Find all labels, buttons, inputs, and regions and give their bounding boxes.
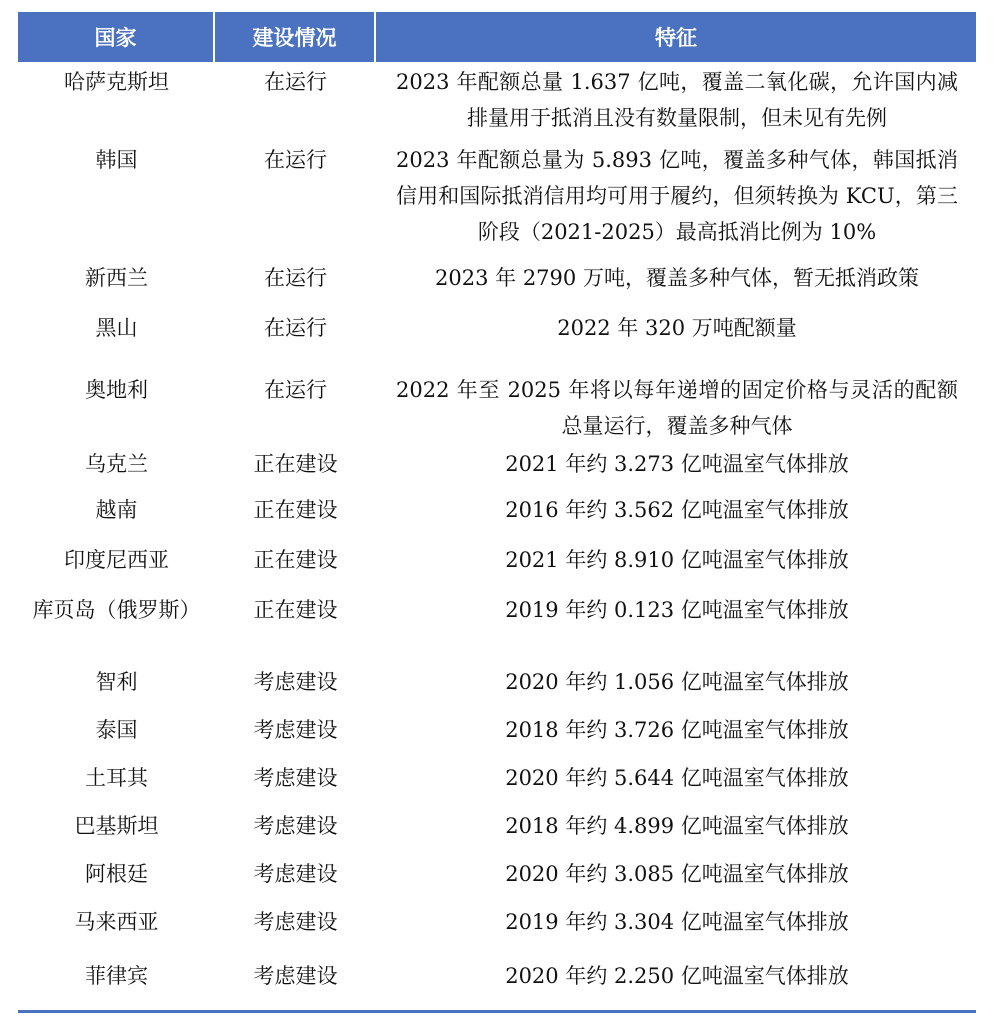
table-row <box>18 956 976 1002</box>
country-cell: 韩国 <box>95 148 138 172</box>
table-bottom-rule <box>18 1010 976 1013</box>
table-row <box>18 308 976 364</box>
status-cell: 考虑建设 <box>253 718 338 742</box>
status-cell: 在运行 <box>264 70 327 94</box>
table-row <box>18 62 976 140</box>
table-row <box>18 258 976 308</box>
country-cell: 土耳其 <box>85 766 148 790</box>
features-cell: 2020 年约 1.056 亿吨温室气体排放 <box>505 670 849 694</box>
features-cell: 2020 年约 3.085 亿吨温室气体排放 <box>505 862 849 886</box>
table-row <box>18 662 976 710</box>
features-cell: 2016 年约 3.562 亿吨温室气体排放 <box>505 498 849 522</box>
features-cell: 2020 年约 2.250 亿吨温室气体排放 <box>505 964 849 988</box>
status-cell: 考虑建设 <box>253 814 338 838</box>
status-cell: 在运行 <box>264 148 327 172</box>
status-cell: 在运行 <box>264 316 327 340</box>
features-cell: 2022 年 320 万吨配额量 <box>557 316 797 340</box>
table-header <box>18 12 976 62</box>
status-cell: 在运行 <box>264 378 327 402</box>
table-row <box>18 710 976 758</box>
status-cell: 考虑建设 <box>253 862 338 886</box>
country-cell: 智利 <box>95 670 138 694</box>
table-row <box>18 806 976 854</box>
ets-table <box>18 12 976 1002</box>
table-row <box>18 444 976 490</box>
header-country: 国家 <box>18 12 215 62</box>
status-cell: 正在建设 <box>253 498 338 522</box>
features-cell: 2023 年配额总量 1.637 亿吨，覆盖二氧化碳，允许国内减排量用于抵消且没有数量限制，但未见有先例 <box>396 70 958 130</box>
country-cell: 新西兰 <box>85 266 148 290</box>
country-cell: 乌克兰 <box>85 452 148 476</box>
features-cell: 2021 年约 8.910 亿吨温室气体排放 <box>505 548 849 572</box>
features-cell: 2018 年约 4.899 亿吨温室气体排放 <box>505 814 849 838</box>
status-cell: 考虑建设 <box>253 964 338 988</box>
table-row <box>18 758 976 806</box>
country-cell: 黑山 <box>95 316 138 340</box>
country-cell: 哈萨克斯坦 <box>64 70 169 94</box>
header-features: 特征 <box>655 26 697 50</box>
status-cell: 正在建设 <box>253 452 338 476</box>
table-row <box>18 590 976 662</box>
features-cell: 2022 年至 2025 年将以每年递增的固定价格与灵活的配额总量运行，覆盖多种气体 <box>396 378 958 438</box>
status-cell: 考虑建设 <box>253 766 338 790</box>
country-cell: 印度尼西亚 <box>64 548 169 572</box>
country-cell: 巴基斯坦 <box>74 814 159 838</box>
table-row <box>18 140 976 258</box>
table-row <box>18 540 976 590</box>
features-cell: 2021 年约 3.273 亿吨温室气体排放 <box>505 452 849 476</box>
status-cell: 在运行 <box>264 266 327 290</box>
table-row <box>18 854 976 902</box>
table-row <box>18 902 976 956</box>
country-cell: 菲律宾 <box>85 964 148 988</box>
features-cell: 2019 年约 0.123 亿吨温室气体排放 <box>505 598 849 622</box>
status-cell: 考虑建设 <box>253 670 338 694</box>
status-cell: 正在建设 <box>253 598 338 622</box>
table-row <box>18 364 976 444</box>
country-cell: 马来西亚 <box>74 910 159 934</box>
country-cell: 奥地利 <box>85 378 148 402</box>
table-row <box>18 490 976 540</box>
features-cell: 2019 年约 3.304 亿吨温室气体排放 <box>505 910 849 934</box>
features-cell: 2020 年约 5.644 亿吨温室气体排放 <box>505 766 849 790</box>
features-cell: 2023 年 2790 万吨，覆盖多种气体，暂无抵消政策 <box>435 266 919 290</box>
features-cell: 2018 年约 3.726 亿吨温室气体排放 <box>505 718 849 742</box>
status-cell: 考虑建设 <box>253 910 338 934</box>
country-cell: 越南 <box>95 498 138 522</box>
country-cell: 库页岛（俄罗斯） <box>32 598 201 622</box>
features-cell: 2023 年配额总量为 5.893 亿吨，覆盖多种气体，韩国抵消信用和国际抵消信用均可用于履约，但须转换为 KCU，第三阶段（2021-2025）最高抵消比例为 10% <box>396 148 958 244</box>
country-cell: 阿根廷 <box>85 862 148 886</box>
country-cell: 泰国 <box>95 718 138 742</box>
status-cell: 正在建设 <box>253 548 338 572</box>
header-status: 建设情况 <box>215 12 376 62</box>
